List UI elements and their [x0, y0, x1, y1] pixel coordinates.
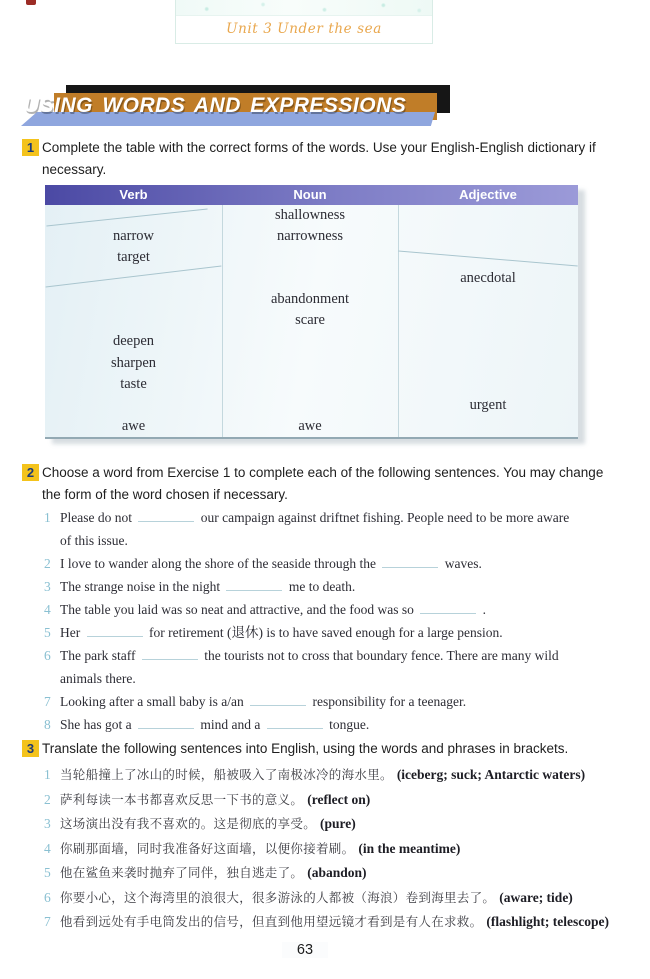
bracket-words: (iceberg; suck; Antarctic waters) [396, 767, 586, 782]
table-cell [45, 268, 222, 289]
table-row [45, 331, 578, 352]
item-number: 7 [44, 914, 51, 929]
translation-item [44, 837, 640, 862]
table-header-noun: Noun [293, 187, 327, 202]
exercise3-badge: 3 [22, 740, 39, 757]
sentence-item [44, 552, 634, 575]
table-cell: scare [295, 312, 325, 329]
table-cell [222, 353, 398, 374]
chinese-sentence: 你要小心，这个海湾里的浪很大，很多游泳的人都被（海浪）卷到海里去了。 [60, 890, 496, 905]
table-cell: narrow [112, 228, 155, 245]
sentence-item [44, 690, 634, 713]
table-cell [398, 416, 578, 437]
sentence-text [60, 552, 482, 575]
table-row [45, 247, 578, 268]
sentence-text [60, 644, 559, 690]
table-cell [45, 289, 222, 310]
table-cell [398, 289, 578, 310]
table-cell: sharpen [110, 354, 157, 371]
sentence-number: 8 [44, 717, 51, 732]
answer-blank [382, 556, 438, 568]
table-body [45, 205, 578, 439]
column-divider [222, 205, 223, 437]
sentence-text [60, 713, 369, 736]
unit-image-fragment [176, 0, 432, 16]
sentence-item [44, 575, 634, 598]
table-cell: awe [121, 417, 146, 434]
table-header-adjective: Adjective [459, 187, 517, 202]
table-cell: deepen [112, 333, 155, 350]
sentence-line: animals there. [60, 671, 136, 686]
sentence-number: 5 [44, 625, 51, 640]
item-number: 2 [44, 791, 51, 807]
table-cell [45, 310, 222, 331]
translation-item [44, 910, 640, 935]
table-cell: anecdotal [460, 270, 516, 287]
column-divider [398, 205, 399, 437]
table-cell [222, 395, 398, 416]
answer-blank [420, 602, 476, 614]
table-cell: taste [120, 375, 147, 392]
sentence-item [44, 506, 634, 552]
section-title: USING WORDS AND EXPRESSIONS [24, 94, 407, 117]
sentence-line: The strange noise in the night me to death. [60, 579, 356, 594]
sentence-text [60, 598, 486, 621]
table-cell [222, 331, 398, 352]
item-number: 1 [44, 767, 51, 782]
chinese-sentence: 这场演出没有我不喜欢的。这是彻底的享受。 [60, 817, 317, 831]
sentence-item [44, 621, 634, 644]
chinese-sentence: 当轮船撞上了冰山的时候，船被吸入了南极冰冷的海水里。 [60, 768, 393, 782]
bracket-words: (abandon) [307, 865, 367, 880]
sentence-text [60, 506, 569, 552]
table-cell [398, 353, 578, 374]
translation-item [44, 788, 640, 813]
sentence-line: She has got a mind and a tongue. [60, 717, 370, 732]
bracket-words: (pure) [320, 816, 356, 831]
table-cell [45, 395, 222, 416]
table-cell [398, 205, 578, 226]
table-row [45, 268, 578, 289]
sentence-number: 2 [44, 556, 51, 571]
sentence-text [60, 690, 466, 713]
table-cell [222, 374, 398, 395]
table-row [45, 374, 578, 395]
item-number: 6 [44, 889, 51, 905]
translation-item [44, 812, 640, 837]
table-cell [398, 374, 578, 395]
table-cell: target [117, 249, 150, 266]
sentence-number: 1 [44, 510, 51, 525]
sentence-line: Please do not our campaign against driftnet fishing. People need to be more aware [60, 510, 570, 525]
sentence-item [44, 598, 634, 621]
table-row [45, 395, 578, 416]
chinese-sentence: 他看到远处有手电筒发出的信号，但直到他用望远镜才看到是有人在求救。 [60, 915, 483, 929]
table-row [45, 226, 578, 247]
exercise3-item-list [44, 763, 640, 935]
table-cell: abandonment [270, 291, 350, 308]
table-cell [222, 268, 398, 289]
exercise2-sentence-list [44, 506, 634, 736]
exercise1-instruction: Complete the table with the correct forms of the words. Use your English-English dictionary if necessary. [42, 140, 596, 177]
word-forms-table [45, 185, 578, 439]
answer-blank [138, 510, 194, 522]
sentence-number: 7 [44, 694, 51, 709]
table-cell [398, 331, 578, 352]
table-row [45, 289, 578, 310]
table-row [45, 353, 578, 374]
table-cell: awe [298, 417, 322, 434]
bracket-words: (in the meantime) [358, 840, 461, 856]
table-row [45, 416, 578, 437]
bracket-words: (flashlight; telescope) [486, 914, 610, 929]
chinese-sentence: 你刷那面墙，同时我准备好这面墙，以便你接着刷。 [60, 841, 355, 856]
sentence-line: Her for retirement (退休) is to have saved enough for a large pension. [60, 625, 503, 640]
page-number: 63 [282, 942, 328, 958]
item-number: 4 [44, 840, 51, 856]
answer-blank [250, 694, 306, 706]
item-number: 3 [44, 816, 51, 831]
sentence-line: I love to wander along the shore of the seaside through the waves. [60, 556, 482, 571]
table-cell [398, 226, 578, 247]
scan-artifact [26, 0, 36, 5]
sentence-number: 3 [44, 579, 51, 594]
answer-blank [142, 648, 198, 660]
table-row [45, 205, 578, 226]
sentence-item [44, 713, 634, 736]
answer-blank [226, 579, 282, 591]
exercise2-instruction: Choose a word from Exercise 1 to complete each of the following sentences. You may change the form of the word chosen if necessary. [42, 465, 604, 502]
translation-item [44, 886, 640, 911]
unit-header-box [175, 0, 433, 44]
exercise3-instruction: Translate the following sentences into English, using the words and phrases in brackets. [42, 741, 569, 756]
bracket-words: (reflect on) [307, 791, 371, 807]
table-cell [398, 310, 578, 331]
sentence-number: 6 [44, 648, 51, 663]
sentence-number: 4 [44, 602, 51, 617]
table-cell [222, 247, 398, 268]
chinese-sentence: 他在鲨鱼来袭时抛弃了同伴，独自逃走了。 [60, 866, 304, 880]
exercise2-badge: 2 [22, 464, 39, 481]
sentence-text [60, 575, 355, 598]
table-cell: urgent [469, 396, 507, 413]
sentence-line: Looking after a small baby is a/an responsibility for a teenager. [60, 694, 467, 709]
unit-caption: Unit 3 Under the sea [226, 21, 382, 37]
table-header-verb: Verb [119, 187, 148, 202]
chinese-sentence: 萨利每读一本书都喜欢反思一下书的意义。 [60, 792, 304, 807]
sentence-line: of this issue. [60, 533, 128, 548]
table-cell: narrowness [276, 228, 344, 245]
table-cell: shallowness [274, 207, 346, 223]
exercise1-badge: 1 [22, 139, 39, 156]
translation-item [44, 763, 640, 788]
item-number: 5 [44, 865, 51, 880]
bracket-words: (aware; tide) [499, 889, 573, 905]
answer-blank [138, 717, 194, 729]
answer-blank [87, 625, 143, 637]
answer-blank [267, 717, 323, 729]
sentence-line: The park staff the tourists not to cross that boundary fence. There are many wild [60, 648, 559, 663]
translation-item [44, 861, 640, 886]
sentence-line: The table you laid was so neat and attractive, and the food was so . [60, 602, 487, 617]
table-header-row [45, 185, 578, 205]
sentence-item [44, 644, 634, 690]
sentence-text [60, 621, 503, 644]
table-row [45, 310, 578, 331]
